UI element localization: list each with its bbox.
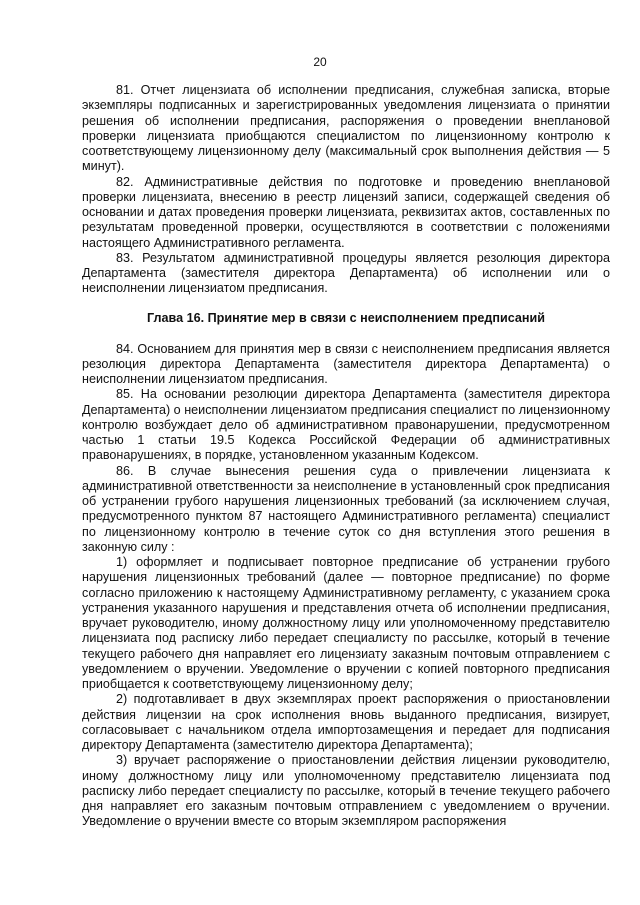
paragraph-84: 84. Основанием для принятия мер в связи с неисполнением предписания является резолюция директора Департамента (заместителя директора Департамента) о неисполнении лицензиатом предписания.	[82, 341, 610, 386]
paragraph-86-item-2: 2) подготавливает в двух экземплярах проект распоряжения о приостановлении действия лицензии на срок исполнения вновь выданного предписания, визирует, согласовывает с начальником отдела импортозамещения и передает для подписания директору Департамента (заместителю директора Департамента);	[82, 692, 610, 752]
page-number: 20	[313, 55, 327, 69]
paragraph-86-item-3: 3) вручает распоряжение о приостановлении действия лицензии руководителю, иному должностному лицу или уполномоченному представителю лицензиата под расписку либо передает специалисту по рассылке, который в течение текущего рабочего дня направляет его заказным почтовым отправлением с уведомлением о вручении. Уведомление о вручении вместе со вторым экземпляром распоряжения	[82, 753, 610, 829]
paragraph-83: 83. Результатом административной процедуры является резолюция директора Департамента (заместителя директора Департамента) об исполнении или о неисполнении лицензиатом предписания.	[82, 250, 610, 296]
document-body	[82, 83, 610, 830]
paragraph-86-item-1: 1) оформляет и подписывает повторное предписание об устранении грубого нарушения лицензионных требований (далее — повторное предписание) по форме согласно приложению к настоящему Административному регламенту, с указанием срока устранения указанного нарушения и представления отчета об исполнении предписания, вручает руководителю, иному должностному лицу или уполномоченному представителю лицензиата под расписку либо передает специалисту по рассылке, который в течение текущего рабочего дня направляет его лицензиату заказным почтовым отправлением с уведомлением о вручении. Уведомление о вручении с копией повторного предписания приобщается к соответствующему лицензионному делу;	[82, 555, 610, 691]
paragraph-85: 85. На основании резолюции директора Департамента (заместителя директора Департамента) о неисполнении лицензиатом предписания специалист по лицензионному контролю возбуждает дело об административном правонарушении, предусмотренном частью 1 статьи 19.5 Кодекса Российской Федерации об административных правонарушениях, в порядке, установленном указанным Кодексом.	[82, 387, 610, 463]
paragraph-81: 81. Отчет лицензиата об исполнении предписания, служебная записка, вторые экземпляры подписанных и зарегистрированных уведомления лицензиата о принятии решения об исполнении предписания, распоряжения о проведении внеплановой проверки лицензиата приобщаются специалистом по лицензионному контролю к соответствующему лицензионному делу (максимальный срок выполнения действия — 5 минут).	[82, 83, 610, 174]
paragraph-86: 86. В случае вынесения решения суда о привлечении лицензиата к административной ответственности за неисполнение в установленный срок предписания об устранении грубого нарушения лицензионных требований (за исключением случая, предусмотренного пунктом 87 настоящего Административного регламента) специалист по лицензионному контролю в течение суток со дня вступления этого решения в законную силу :	[82, 463, 610, 554]
paragraph-82: 82. Административные действия по подготовке и проведению внеплановой проверки лицензиата, внесению в реестр лицензий записи, содержащей сведения об основании и датах проведения проверки лицензиата, реквизитах актов, составленных по результатам проведенной проверки, осуществляются в соответствии с положениями настоящего Административного регламента.	[82, 174, 610, 250]
chapter-16-heading: Глава 16. Принятие мер в связи с неисполнением предписаний	[147, 310, 545, 325]
